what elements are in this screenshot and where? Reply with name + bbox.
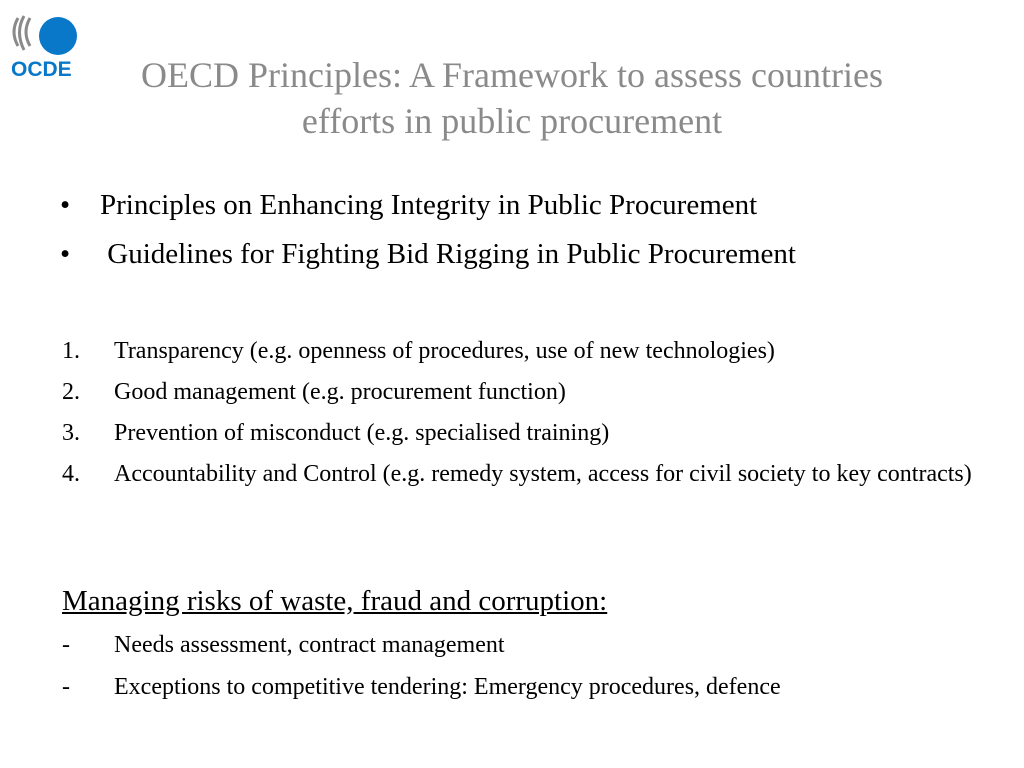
slide-title-line-2: efforts in public procurement — [301, 101, 723, 141]
risk-dash: - — [62, 674, 70, 700]
principle-text: Prevention of misconduct (e.g. specialised training) — [114, 420, 610, 446]
risk-item — [62, 671, 972, 704]
bullet-text: Guidelines for Fighting Bid Rigging in Public Procurement — [100, 238, 796, 270]
principle-number: 3. — [62, 420, 80, 446]
principle-number: 1. — [62, 338, 80, 364]
principle-item — [62, 376, 972, 409]
oecd-logo-icon — [10, 12, 80, 80]
oecd-logo-text: OCDE — [11, 58, 72, 80]
bullet-text: Principles on Enhancing Integrity in Public Procurement — [100, 189, 758, 221]
principle-item — [62, 417, 972, 450]
bullet-mark: • — [60, 189, 71, 221]
bullet-list — [60, 188, 980, 286]
slide-title-line-1: OECD Principles: A Framework to assess countries — [141, 55, 883, 95]
bullet-mark: • — [60, 238, 71, 270]
principle-item — [62, 335, 972, 368]
principles-list — [62, 335, 972, 499]
slide-title — [90, 52, 934, 144]
principle-number: 4. — [62, 461, 80, 487]
risks-list — [62, 629, 972, 713]
principle-text: Transparency (e.g. openness of procedures, use of new technologies) — [114, 338, 775, 364]
risk-text: Needs assessment, contract management — [114, 632, 505, 658]
risk-text: Exceptions to competitive tendering: Emergency procedures, defence — [114, 674, 781, 700]
principle-number: 2. — [62, 379, 80, 405]
bullet-item — [60, 188, 980, 222]
bullet-item — [60, 237, 980, 271]
risk-dash: - — [62, 632, 70, 658]
principle-text: Good management (e.g. procurement function) — [114, 379, 566, 405]
principle-text: Accountability and Control (e.g. remedy system, access for civil society to key contracts) — [114, 461, 972, 487]
oecd-logo — [10, 12, 80, 80]
risk-item — [62, 629, 972, 662]
risks-heading: Managing risks of waste, fraud and corruption: — [62, 585, 608, 617]
principle-item — [62, 458, 972, 491]
